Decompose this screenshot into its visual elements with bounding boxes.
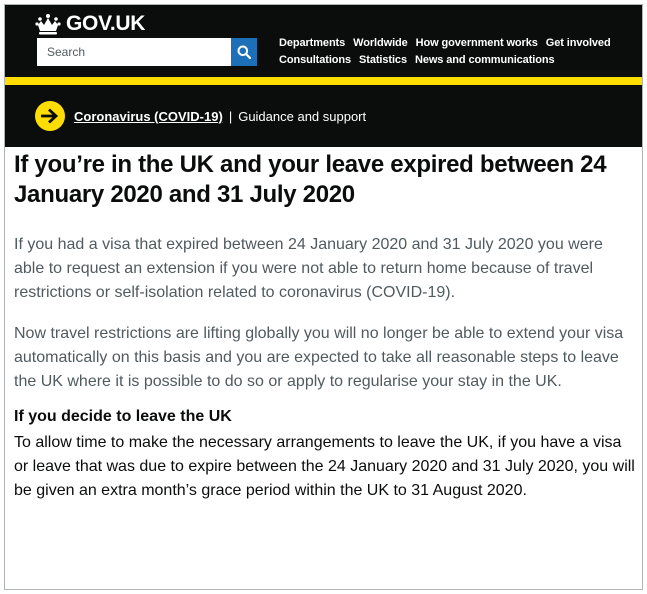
crown-icon [35,13,61,35]
search-icon [237,45,251,59]
logo-text: GOV.UK [66,12,146,35]
site-header [5,5,642,147]
govuk-logo-link[interactable] [35,11,145,37]
paragraph-grace-period: To allow time to make the necessary arrangements to leave the UK, if you have a visa or leave that was due to expire between the 24 January 2020 and 31 July 2020, you will be given an extra month’s grace period within the UK to 31 August 2020. [14,434,635,499]
banner-guidance-text: Guidance and support [238,108,367,124]
header-nav [279,35,639,69]
search-button[interactable] [231,38,257,66]
covid-link[interactable]: Coronavirus (COVID-19) [74,108,223,124]
covid-banner [5,85,642,147]
nav-consultations[interactable]: Consultations [279,54,352,66]
paragraph-travel-restrictions: Now travel restrictions are lifting globally you will no longer be able to extend your visa automatically on this basis and you are expected to take all reasonable steps to leave the UK where it is possible to do so or apply to regularise your stay in the UK. [14,325,624,390]
main-content [14,150,636,503]
nav-how-government-works[interactable]: How government works [415,37,538,49]
section-heading-leave-uk: If you decide to leave the UK [14,408,232,425]
header-stripe [5,77,642,85]
nav-news-and-communications[interactable]: News and communications [414,54,555,66]
search-input[interactable] [37,38,231,66]
banner-separator: | [228,108,233,124]
arrow-right-icon [35,101,65,131]
page-title: If you’re in the UK and your leave expired between 24 January 2020 and 31 July 2020 [14,151,607,208]
page-frame [4,4,643,590]
nav-worldwide[interactable]: Worldwide [353,37,408,49]
paragraph-visa-extension: If you had a visa that expired between 24 January 2020 and 31 July 2020 you were able to request an extension if you were not able to return home because of travel restrictions or self-isolation related to coronavirus (COVID-19). [14,236,603,301]
nav-departments[interactable]: Departments [279,37,346,49]
nav-statistics[interactable]: Statistics [359,54,407,66]
nav-get-involved[interactable]: Get involved [545,37,611,49]
search-form [37,38,257,66]
